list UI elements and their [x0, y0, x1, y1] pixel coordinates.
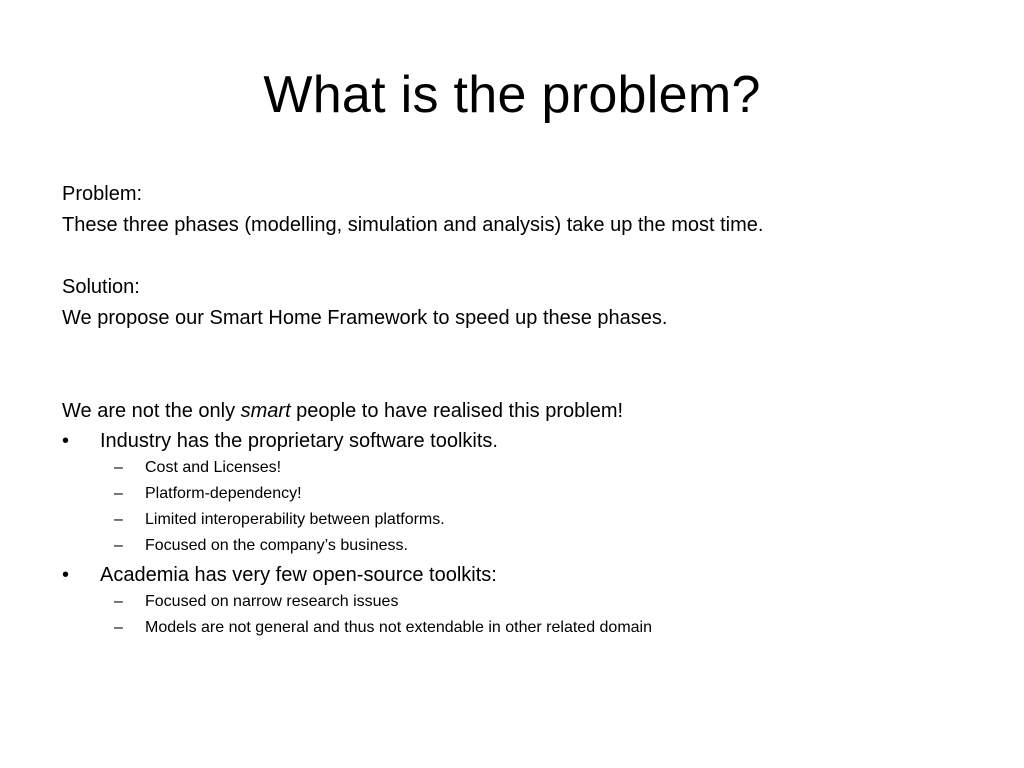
slide-title: What is the problem?: [263, 66, 761, 124]
bullet-marker: •: [62, 564, 70, 586]
sub-bullet-marker: –: [114, 511, 123, 528]
intro-line: [62, 397, 623, 425]
intro-text-after: people to have realised this problem!: [290, 400, 624, 422]
bullet-text: Industry has the proprietary software toolkits.: [100, 430, 498, 452]
solution-text: We propose our Smart Home Framework to speed up these phases.: [62, 307, 668, 329]
problem-label: Problem:: [62, 183, 143, 205]
sub-bullet-text: Models are not general and thus not extendable in other related domain: [145, 619, 653, 636]
sub-bullet-marker: –: [114, 593, 123, 610]
bullet-text: Academia has very few open-source toolkits:: [100, 564, 497, 586]
sub-bullet-marker: –: [114, 537, 123, 554]
sub-bullet-text: Limited interoperability between platforms.: [145, 511, 445, 528]
sub-bullet-marker: –: [114, 619, 123, 636]
bullet-marker: •: [62, 430, 70, 452]
sub-bullet-text: Platform-dependency!: [145, 485, 302, 502]
sub-bullet-text: Focused on the company’s business.: [145, 537, 408, 554]
sub-bullet-marker: –: [114, 485, 123, 502]
sub-bullet-text: Cost and Licenses!: [145, 459, 282, 476]
solution-label: Solution:: [62, 276, 140, 298]
sub-bullet-text: Focused on narrow research issues: [145, 593, 399, 610]
intro-text-before: We are not the only: [62, 400, 241, 422]
intro-emphasis: smart: [240, 400, 291, 422]
problem-text: These three phases (modelling, simulation and analysis) take up the most time.: [62, 214, 764, 236]
sub-bullet-marker: –: [114, 459, 123, 476]
